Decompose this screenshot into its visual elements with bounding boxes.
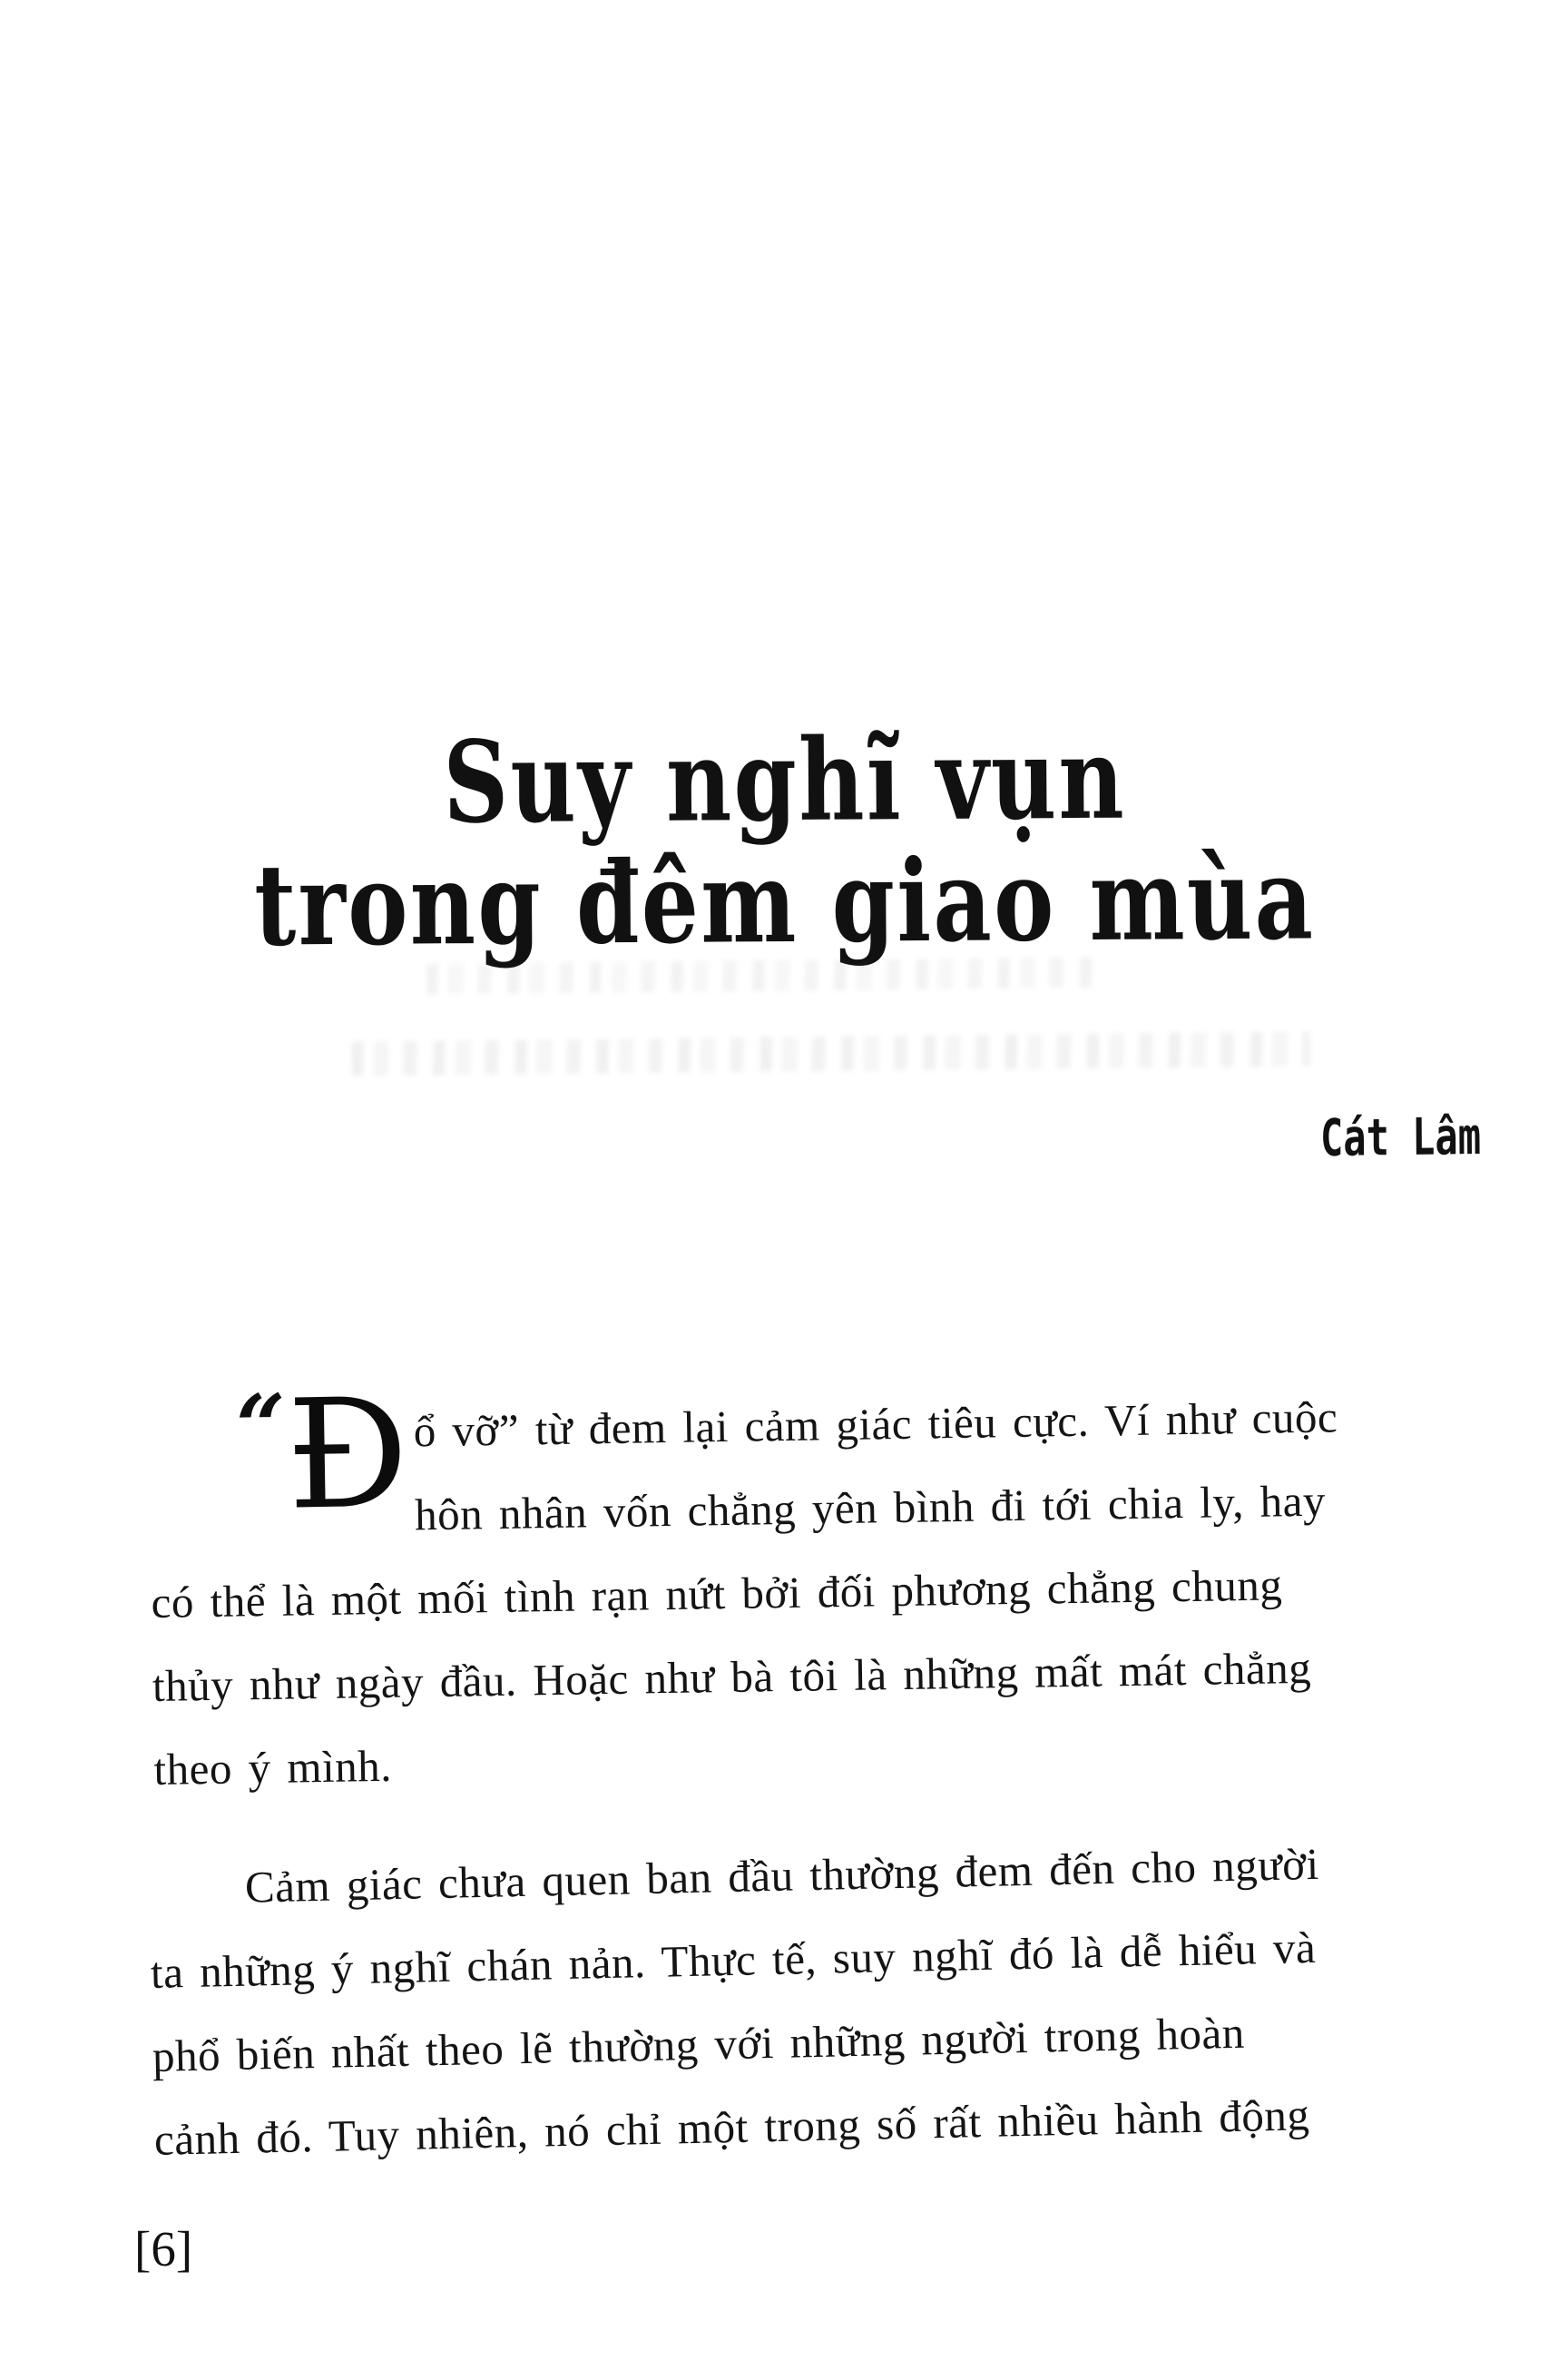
dropcap-letter: Đ xyxy=(285,1366,411,1544)
body-line: ta những ý nghĩ chán nản. Thực tế, suy nghĩ đó là dễ hiểu và xyxy=(150,1922,1317,1998)
opening-quote-mark: “ xyxy=(223,1374,291,1479)
paragraph-2 xyxy=(148,1818,1516,2182)
chapter-title xyxy=(0,713,1568,972)
body-line: ổ vỡ” từ đem lại cảm giác tiêu cực. Ví như cuộc xyxy=(413,1391,1338,1457)
page-number: [6] xyxy=(134,2221,193,2276)
body-line: cảnh đó. Tuy nhiên, nó chỉ một trong số rất nhiều hành động xyxy=(153,2090,1310,2165)
paragraph-1 xyxy=(148,1366,1515,1812)
body-line: hôn nhân vốn chẳng yên bình đi tới chia ly, hay xyxy=(414,1475,1327,1540)
ghost-showthrough-band xyxy=(352,1031,1310,1076)
body-line: Cảm giác chưa quen ban đầu thường đem đến cho người xyxy=(244,1838,1320,1913)
chapter-title-text-2: trong đêm giao mùa xyxy=(254,833,1317,972)
body-line: theo ý mình. xyxy=(153,1740,393,1795)
body-line: có thể là một mối tình rạn nứt bởi đối phương chẳng chung xyxy=(151,1559,1283,1627)
ghost-showthrough-band xyxy=(426,957,1098,995)
chapter-title-line-2 xyxy=(1,833,1568,972)
chapter-title-line-1 xyxy=(0,713,1568,850)
author-name: Cát Lâm xyxy=(1319,1107,1482,1169)
body-line: phổ biến nhất theo lẽ thường với những người trong hoàn xyxy=(152,2007,1246,2081)
body-line: thủy như ngày đầu. Hoặc như bà tôi là những mất mát chẳng xyxy=(152,1642,1312,1711)
chapter-title-text-1: Suy nghĩ vụn xyxy=(442,713,1127,850)
